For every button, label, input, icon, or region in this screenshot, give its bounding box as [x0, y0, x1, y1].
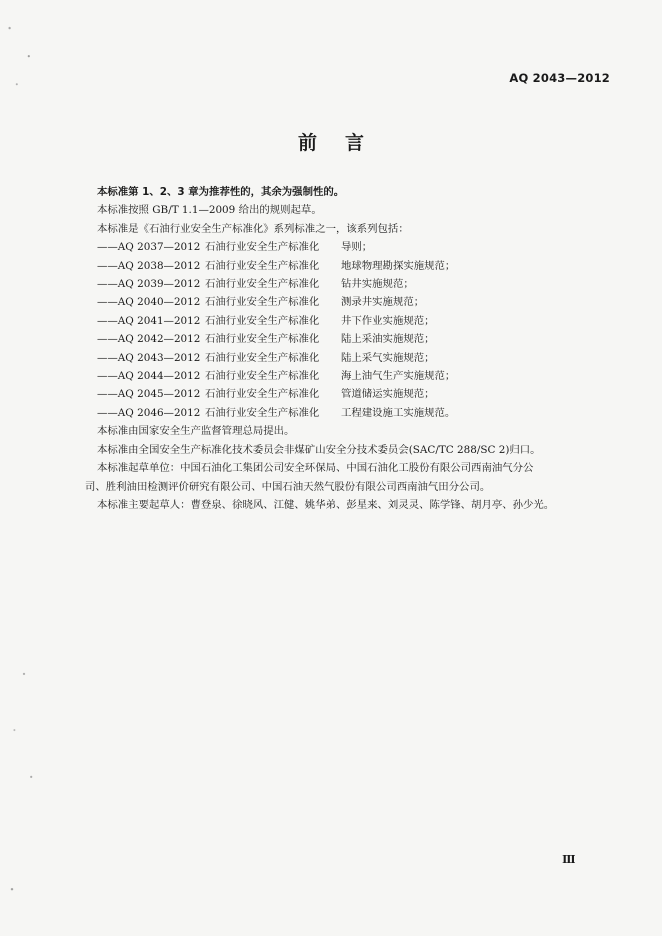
page-title: 前言	[297, 132, 392, 154]
series-item	[89, 349, 609, 367]
series-name: 石油行业安全生产标准化	[205, 388, 320, 401]
series-part: 测录井实施规范；	[341, 296, 425, 309]
paragraph-proposed-by: 本标准由国家安全生产监督管理总局提出。	[97, 425, 295, 438]
paragraph-series-intro: 本标准是《石油行业安全生产标准化》系列标准之一，该系列包括：	[97, 222, 409, 235]
series-name: 石油行业安全生产标准化	[205, 259, 320, 272]
series-name: 石油行业安全生产标准化	[205, 296, 320, 309]
series-part: 地球物理勘探实施规范；	[341, 259, 456, 272]
series-code: ——AQ 2044—2012	[97, 370, 201, 383]
series-part: 管道储运实施规范；	[341, 388, 435, 401]
paragraph-drafting-units-continued: 司、胜利油田检测评价研究有限公司、中国石油天然气股份有限公司西南油气田分公司。	[85, 480, 491, 493]
series-code: ——AQ 2038—2012	[97, 259, 201, 272]
foreword-body	[85, 183, 609, 514]
series-name: 石油行业安全生产标准化	[205, 278, 320, 291]
paragraph-drafters: 本标准主要起草人：曹登泉、徐晓风、江健、姚华弟、彭星来、刘灵灵、陈学锋、胡月亭、孙少光。	[97, 498, 555, 511]
series-code: ——AQ 2039—2012	[97, 278, 201, 291]
standard-number: AQ 2043—2012	[509, 71, 610, 85]
series-item	[89, 330, 609, 348]
series-name: 石油行业安全生产标准化	[205, 241, 320, 254]
paragraph-mandatory-note: 本标准第 1、2、3 章为推荐性的，其余为强制性的。	[97, 186, 345, 198]
series-part: 陆上采气实施规范；	[341, 351, 435, 364]
series-item	[89, 257, 609, 275]
series-code: ——AQ 2042—2012	[97, 333, 201, 346]
series-name: 石油行业安全生产标准化	[205, 314, 320, 327]
series-code: ——AQ 2045—2012	[97, 388, 201, 401]
paragraph-managed-by: 本标准由全国安全生产标准化技术委员会非煤矿山安全分技术委员会(SAC/TC 288/SC 2)归口。	[97, 443, 541, 456]
series-item	[89, 312, 609, 330]
page-number: Ⅲ	[562, 853, 575, 866]
series-name: 石油行业安全生产标准化	[205, 333, 320, 346]
series-part: 导则；	[341, 241, 373, 254]
paragraph-drafting-rules: 本标准按照 GB/T 1.1—2009 给出的规则起草。	[97, 204, 322, 217]
series-code: ——AQ 2037—2012	[97, 241, 201, 254]
series-name: 石油行业安全生产标准化	[205, 351, 320, 364]
series-item	[89, 367, 609, 385]
series-part: 井下作业实施规范；	[341, 314, 435, 327]
series-name: 石油行业安全生产标准化	[205, 406, 320, 419]
series-part: 陆上采油实施规范；	[341, 333, 435, 346]
series-part: 钻井实施规范；	[341, 278, 414, 291]
series-item	[89, 293, 609, 311]
series-item	[89, 404, 609, 422]
paragraph-drafting-units: 本标准起草单位：中国石油化工集团公司安全环保局、中国石油化工股份有限公司西南油气分公	[97, 462, 534, 475]
series-code: ——AQ 2040—2012	[97, 296, 201, 309]
series-code: ——AQ 2041—2012	[97, 314, 201, 327]
series-list	[89, 238, 609, 422]
series-item	[89, 385, 609, 403]
series-name: 石油行业安全生产标准化	[205, 370, 320, 383]
series-code: ——AQ 2046—2012	[97, 406, 201, 419]
series-item	[89, 275, 609, 293]
series-part: 工程建设施工实施规范。	[341, 406, 456, 419]
series-code: ——AQ 2043—2012	[97, 351, 201, 364]
series-item	[89, 238, 609, 256]
series-part: 海上油气生产实施规范；	[341, 370, 456, 383]
